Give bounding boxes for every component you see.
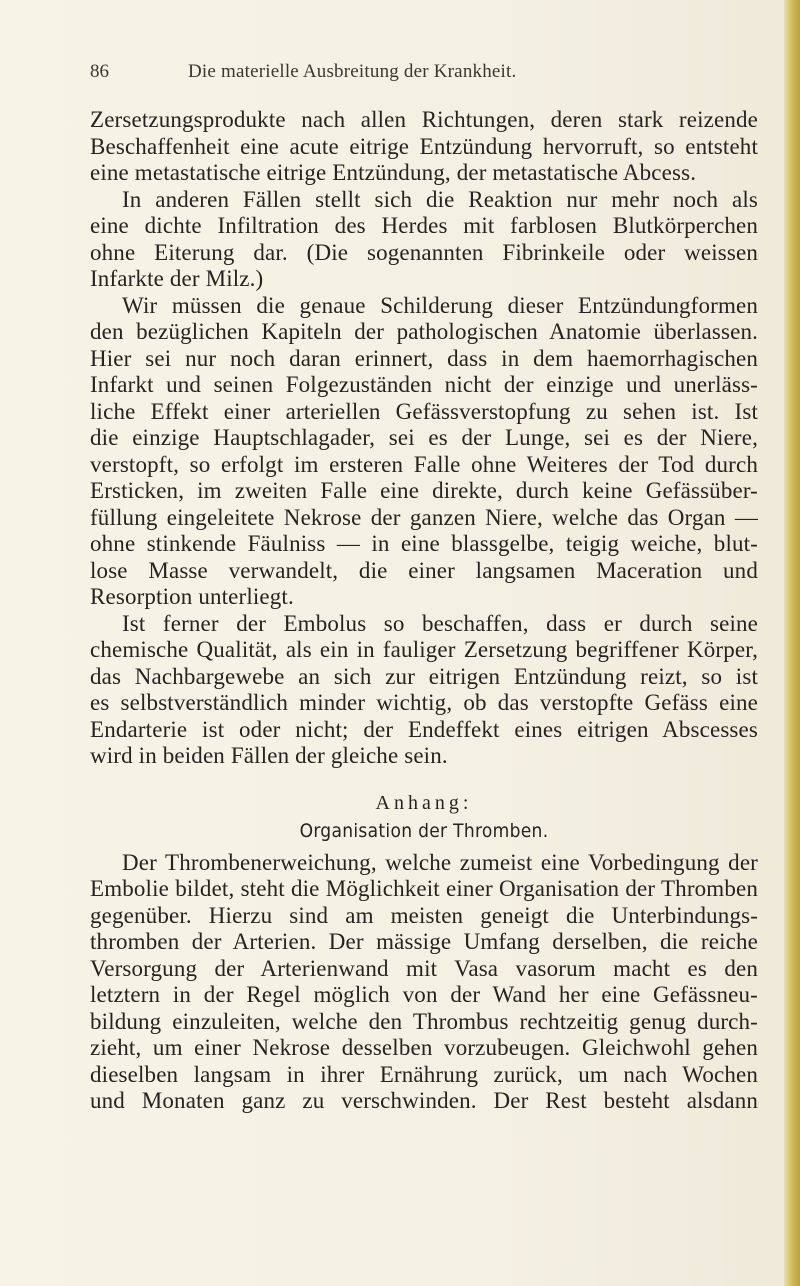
text-line: Endarterie ist oder nicht; der Endeffekt eines eitrigen Abscesses: [90, 716, 758, 742]
page-header: [90, 61, 750, 85]
text-line: Versorgung der Arterienwand mit Vasa vasorum macht es den: [90, 955, 758, 981]
text-line: ohne stinkende Fäulniss — in eine blassgelbe, teigig weiche, blut-: [90, 531, 758, 556]
text-line: chemische Qualität, als ein in fauliger Zersetzung begriffener Körper,: [90, 637, 758, 662]
body-text: [90, 107, 758, 1115]
running-title: Die materielle Ausbreitung der Krankheit.: [188, 61, 517, 82]
text-line: Wir müssen die genaue Schilderung dieser Entzündungformen: [122, 292, 758, 318]
page-number: 86: [90, 61, 109, 82]
section-gap: [90, 770, 758, 790]
text-line: liche Effekt einer arteriellen Gefässverstopfung zu sehen ist. Ist: [90, 398, 758, 424]
appendix-title: Organisation der Thromben.: [299, 819, 549, 842]
text-line: zieht, um einer Nekrose desselben vorzubeugen. Gleichwohl gehen: [90, 1035, 758, 1060]
text-line: die einzige Hauptschlagader, sei es der Lunge, sei es der Niere,: [90, 425, 758, 450]
text-line: Infarkte der Milz.): [90, 266, 264, 291]
text-line: thromben der Arterien. Der mässige Umfang derselben, die reiche: [90, 929, 758, 954]
text-line: das Nachbargewebe an sich zur eitrigen Entzündung reizt, so ist: [90, 663, 758, 689]
text-line: Zersetzungsprodukte nach allen Richtungen, deren stark reizende: [90, 107, 758, 132]
text-line: ohne Eiterung dar. (Die sogenannten Fibrinkeile oder weissen: [90, 239, 758, 265]
text-line: Der Thrombenerweichung, welche zumeist eine Vorbedingung der: [122, 849, 758, 875]
text-line: In anderen Fällen stellt sich die Reaktion nur mehr noch als: [122, 186, 758, 212]
text-line: dieselben langsam in ihrer Ernährung zurück, um nach Wochen: [90, 1061, 758, 1087]
text-line: gegenüber. Hierzu sind am meisten geneigt die Unterbindungs-: [90, 902, 758, 928]
appendix-label: Anhang:: [375, 791, 473, 814]
text-line: Embolie bildet, steht die Möglichkeit einer Organisation der Thromben: [90, 876, 758, 901]
page-edge: [784, 0, 800, 1286]
text-line: es selbstverständlich minder wichtig, ob das verstopfte Gefäss eine: [90, 690, 758, 715]
text-line: wird in beiden Fällen der gleiche sein.: [90, 743, 448, 768]
text-line: eine dichte Infiltration des Herdes mit farblosen Blutkörperchen: [90, 213, 758, 238]
text-line: füllung eingeleitete Nekrose der ganzen Niere, welche das Organ —: [90, 504, 758, 530]
text-line: Beschaffenheit eine acute eitrige Entzündung hervorruft, so entsteht: [90, 133, 758, 159]
text-line: Hier sei nur noch daran erinnert, dass in dem haemorrhagischen: [90, 345, 758, 371]
text-line: und Monaten ganz zu verschwinden. Der Rest besteht alsdann: [90, 1088, 758, 1113]
text-line: den bezüglichen Kapiteln der pathologischen Anatomie überlassen.: [90, 319, 758, 344]
text-line: eine metastatische eitrige Entzündung, der metastatische Abcess.: [90, 160, 697, 185]
text-line: Infarkt und seinen Folgezuständen nicht der einzige und unerläss-: [90, 372, 758, 397]
text-line: Ersticken, im zweiten Falle eine direkte, durch keine Gefässüber-: [90, 478, 758, 503]
text-line: letztern in der Regel möglich von der Wand her eine Gefässneu-: [90, 982, 758, 1007]
text-line: lose Masse verwandelt, die einer langsamen Maceration und: [90, 557, 758, 583]
text-line: bildung einzuleiten, welche den Thrombus rechtzeitig genug durch-: [90, 1008, 758, 1034]
text-line: verstopft, so erfolgt im ersteren Falle ohne Weiteres der Tod durch: [90, 451, 758, 477]
text-line: Resorption unterliegt.: [90, 584, 294, 609]
text-line: Ist ferner der Embolus so beschaffen, dass er durch seine: [122, 610, 758, 636]
